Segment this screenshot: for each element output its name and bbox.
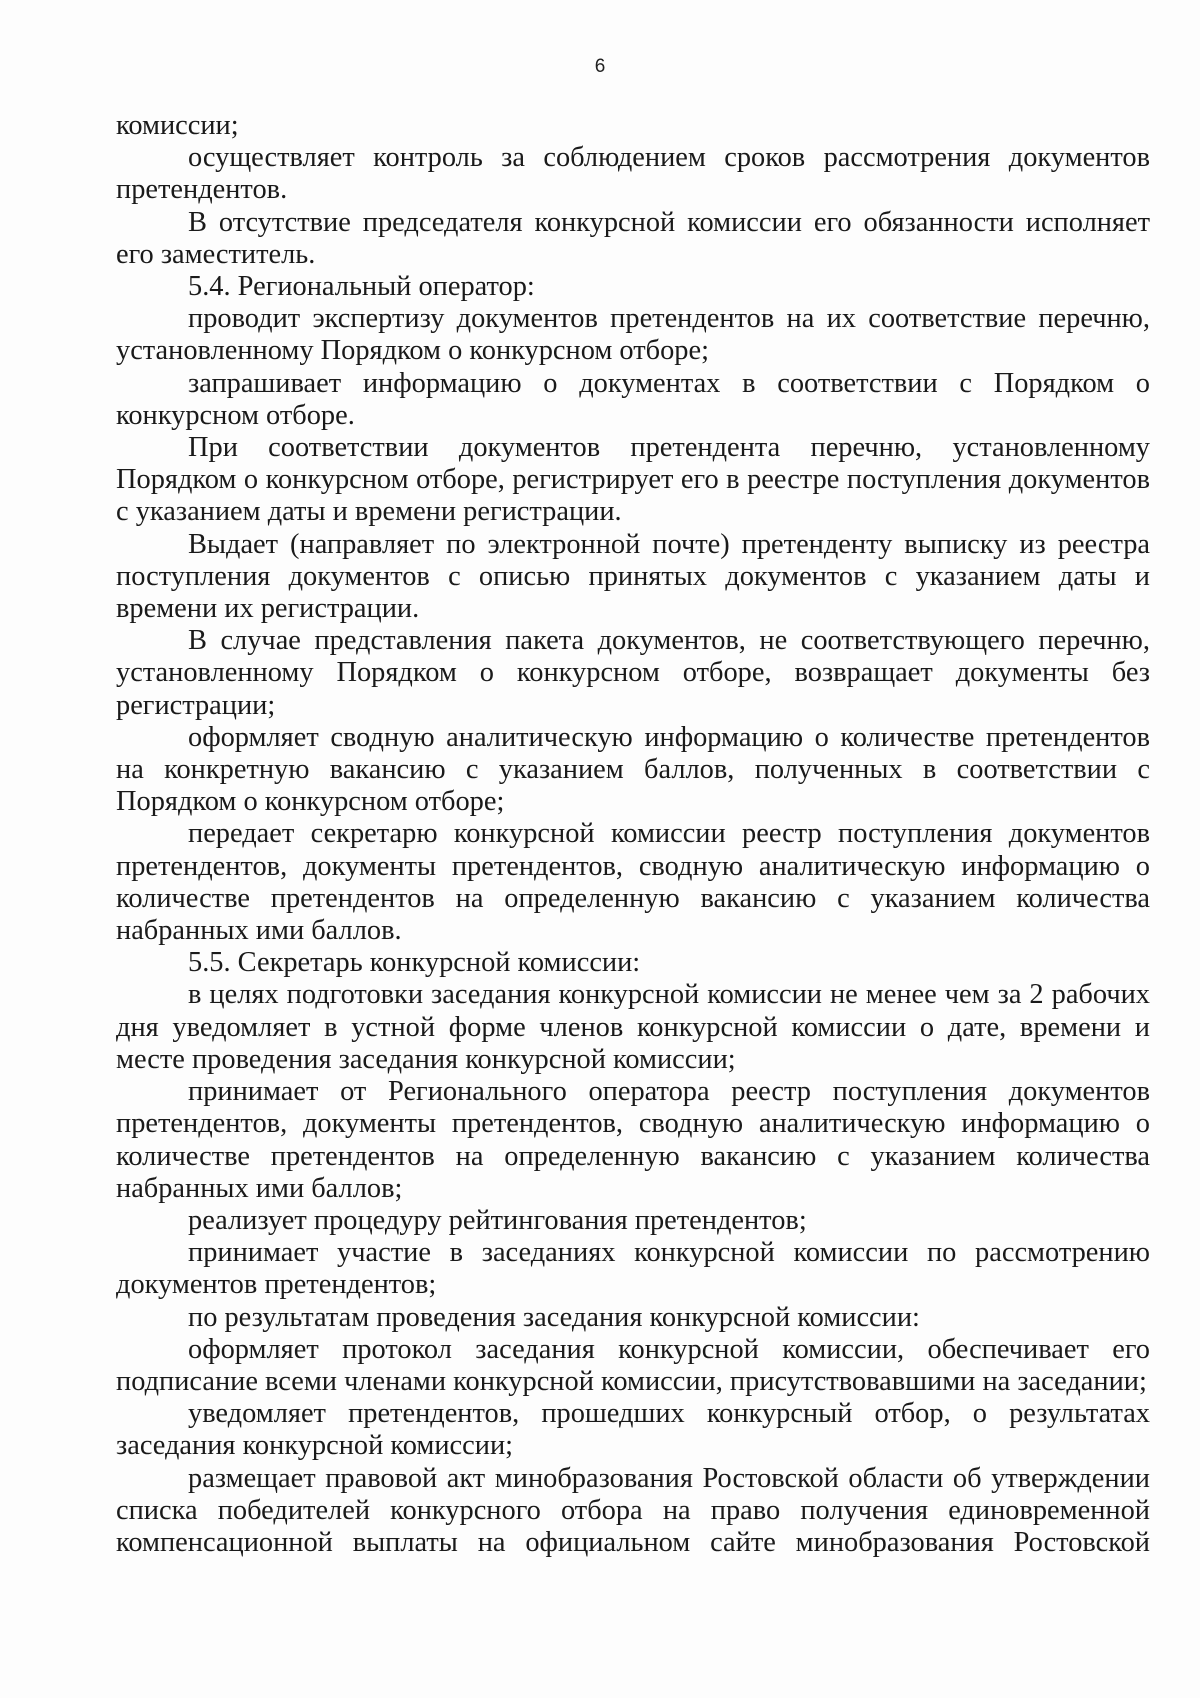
- section-heading: 5.4. Региональный оператор:: [188, 271, 535, 303]
- paragraph: комиссии;: [116, 110, 239, 141]
- paragraph: Выдает (направляет по электронной почте) претенденту выписку из реестра поступления документов с описью принятых документов с указанием даты и времени их регистрации.: [116, 528, 1150, 625]
- page-number: 6: [594, 56, 606, 77]
- paragraph: оформляет протокол заседания конкурсной комиссии, обеспечивает его подписание всеми членами конкурсной комиссии, присутствовавшими на заседании;: [116, 1333, 1150, 1397]
- paragraph: проводит экспертизу документов претендентов на их соответствие перечню, установленному Порядком о конкурсном отборе;: [116, 303, 1150, 367]
- paragraph: осуществляет контроль за соблюдением сроков рассмотрения документов претендентов.: [116, 142, 1150, 206]
- document-body: [116, 110, 1150, 1559]
- paragraph: При соответствии документов претендента перечню, установленному Порядком о конкурсном отборе, регистрирует его в реестре поступления документов с указанием даты и времени регистрации.: [116, 432, 1150, 528]
- paragraph: уведомляет претендентов, прошедших конкурсный отбор, о результатах заседания конкурсной комиссии;: [116, 1398, 1150, 1462]
- section-heading: 5.5. Секретарь конкурсной комиссии:: [188, 947, 641, 979]
- paragraph: передает секретарю конкурсной комиссии реестр поступления документов претендентов, документы претендентов, сводную аналитическую информацию о количестве претендентов на определенную вакансию с указанием количества набранных ими баллов.: [116, 818, 1150, 947]
- paragraph: принимает от Регионального оператора реестр поступления документов претендентов, документы претендентов, сводную аналитическую информацию о количестве претендентов на определенную вакансию с указанием количества набранных ими баллов;: [116, 1076, 1150, 1204]
- paragraph: в целях подготовки заседания конкурсной комиссии не менее чем за 2 рабочих дня уведомляет в устной форме членов конкурсной комиссии о дате, времени и месте проведения заседания конкурсной комиссии;: [116, 979, 1150, 1075]
- paragraph: реализует процедуру рейтингования претендентов;: [188, 1204, 807, 1236]
- paragraph: по результатам проведения заседания конкурсной комиссии:: [188, 1301, 920, 1333]
- paragraph: размещает правовой акт минобразования Ростовской области об утверждении списка победителей конкурсного отбора на право получения единовременной компенсационной выплаты на официальном сайте минобразования Ростовской: [116, 1462, 1150, 1558]
- paragraph: В отсутствие председателя конкурсной комиссии его обязанности исполняет его заместитель.: [116, 206, 1150, 270]
- paragraph: принимает участие в заседаниях конкурсной комиссии по рассмотрению документов претендентов;: [116, 1237, 1150, 1301]
- paragraph: оформляет сводную аналитическую информацию о количестве претендентов на конкретную вакансию с указанием баллов, полученных в соответствии с Порядком о конкурсном отборе;: [116, 721, 1150, 818]
- paragraph: В случае представления пакета документов, не соответствующего перечню, установленному Порядком о конкурсном отборе, возвращает документы без регистрации;: [116, 625, 1150, 721]
- paragraph: запрашивает информацию о документах в соответствии с Порядком о конкурсном отборе.: [116, 367, 1150, 431]
